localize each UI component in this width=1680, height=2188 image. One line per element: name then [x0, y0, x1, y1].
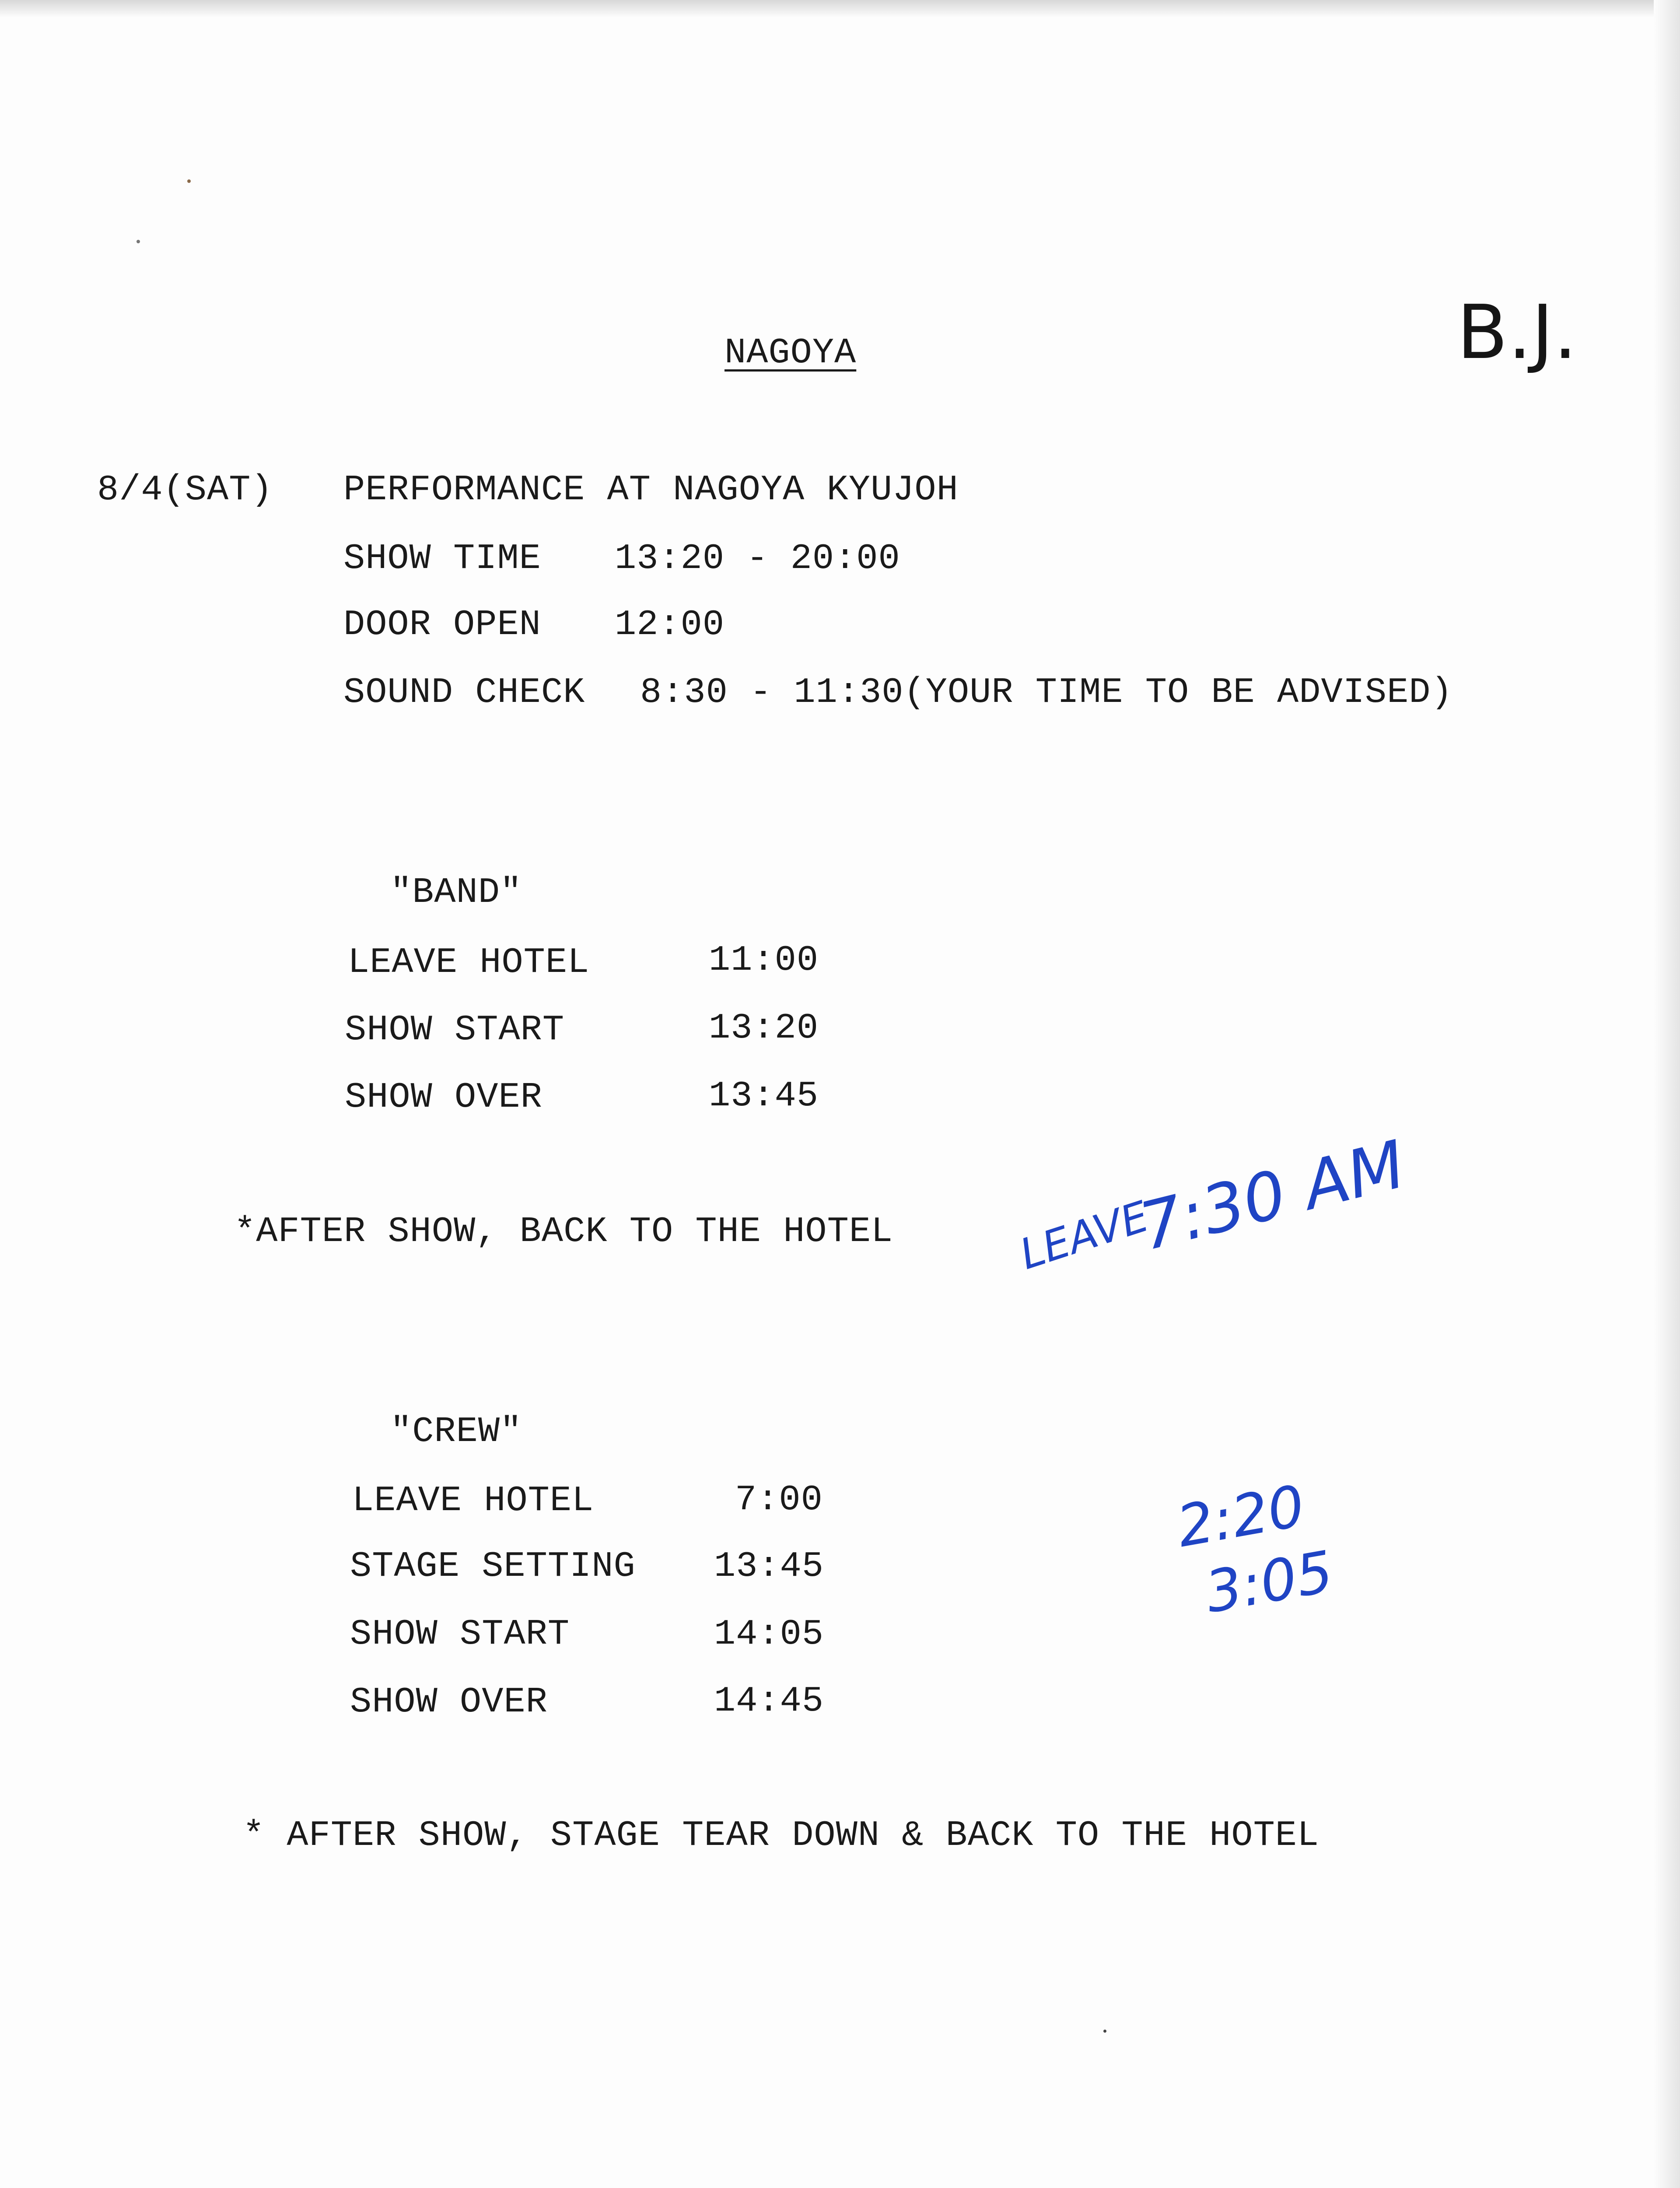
handwritten-leave-time: 7:30 AM: [1132, 1126, 1413, 1266]
crew-row-label: SHOW OVER: [350, 1682, 548, 1722]
crew-note: * AFTER SHOW, STAGE TEAR DOWN & BACK TO THE HOTEL: [243, 1815, 1320, 1856]
crew-row-label: LEAVE HOTEL: [352, 1480, 594, 1521]
sound-check-value: 8:30 - 11:30(YOUR TIME TO BE ADVISED): [640, 672, 1453, 713]
band-row-label: SHOW OVER: [345, 1077, 542, 1118]
handwritten-initials: B.J.: [1457, 289, 1577, 376]
page-title: NAGOYA: [724, 333, 857, 373]
band-row-time: 13:20: [709, 1008, 819, 1048]
crew-row-label: SHOW START: [350, 1614, 570, 1655]
crew-row-time: 13:45: [714, 1546, 824, 1587]
band-note: *AFTER SHOW, BACK TO THE HOTEL: [234, 1211, 893, 1252]
show-time-label: SHOW TIME: [343, 538, 541, 579]
page-right-edge: [1654, 0, 1680, 2188]
handwritten-leave-word: LEAVE: [1014, 1192, 1155, 1279]
band-row-label: SHOW START: [345, 1010, 565, 1050]
paper-speck: [187, 179, 191, 183]
paper-speck: [136, 240, 140, 243]
band-heading: "BAND": [390, 872, 522, 913]
band-row-label: LEAVE HOTEL: [348, 942, 590, 983]
page-top-edge: [0, 0, 1680, 18]
door-open-label: DOOR OPEN: [343, 604, 541, 645]
event-title: PERFORMANCE AT NAGOYA KYUJOH: [343, 470, 959, 510]
handwritten-time-2: 3:05: [1200, 1538, 1338, 1626]
crew-row-label: STAGE SETTING: [350, 1546, 636, 1587]
sound-check-label: SOUND CHECK: [343, 672, 585, 713]
band-row-time: 11:00: [709, 940, 819, 981]
handwritten-time-1: 2:20: [1172, 1472, 1309, 1560]
band-row-time: 13:45: [709, 1076, 819, 1116]
paper-speck: [1103, 2030, 1106, 2033]
crew-row-time: 14:05: [714, 1614, 824, 1655]
crew-row-time: 14:45: [714, 1681, 824, 1722]
crew-heading: "CREW": [390, 1411, 522, 1452]
crew-row-time: 7:00: [735, 1480, 823, 1520]
door-open-value: 12:00: [615, 604, 725, 645]
show-time-value: 13:20 - 20:00: [615, 538, 900, 579]
date-label: 8/4(SAT): [97, 470, 273, 510]
